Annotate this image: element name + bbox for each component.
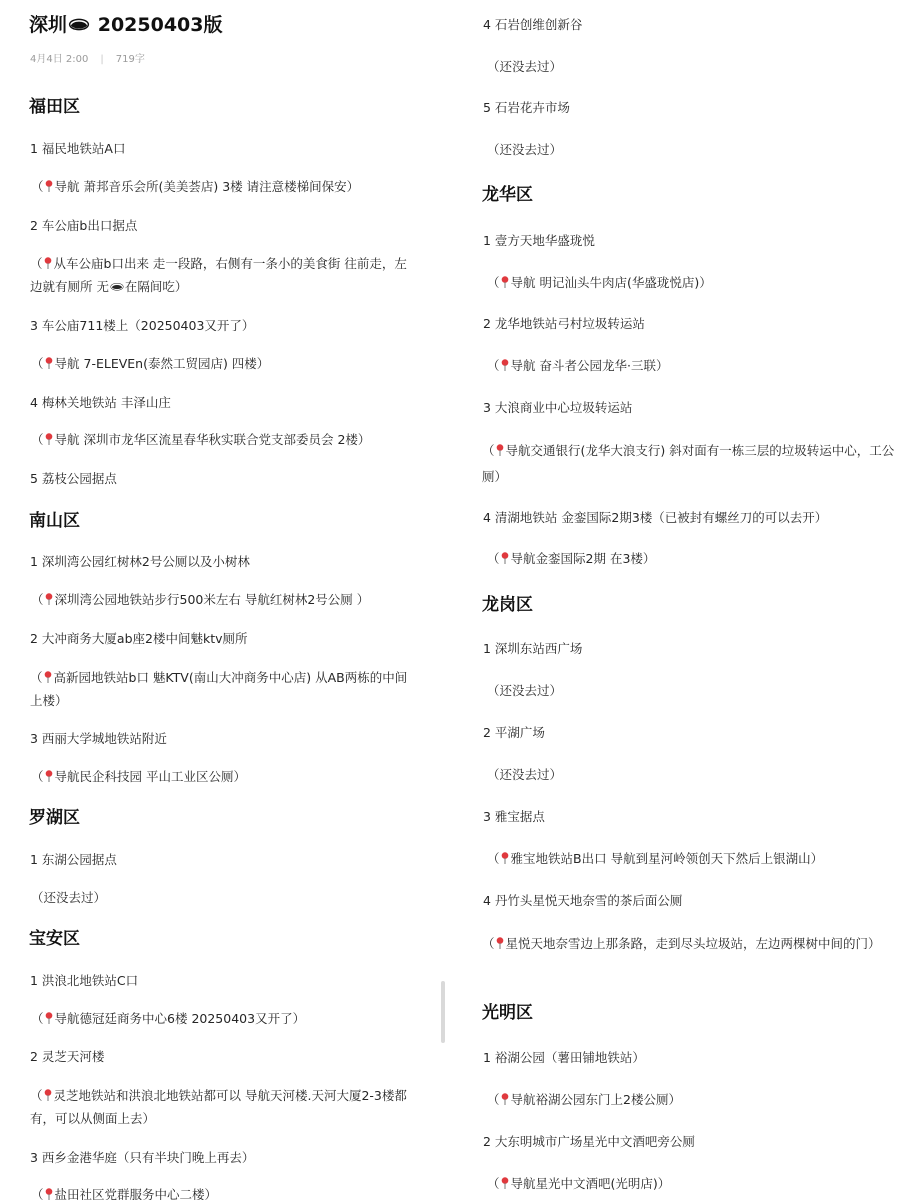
section-heading-futian: 福田区 (29, 97, 80, 117)
list-item: 2 龙华地铁站弓村垃圾转运站 (483, 316, 645, 331)
list-item: 2 车公庙b出口据点 (30, 218, 138, 233)
list-item-note: （ 星悦天地奈雪边上那条路，走到尽头垃圾站，左边两棵树中间的门） (482, 936, 881, 951)
pin-icon (45, 1012, 53, 1024)
list-item: 3 车公庙711楼上（20250403又开了） (30, 318, 255, 333)
meta-line (30, 53, 145, 67)
list-item-note: （ 导航 深圳市龙华区流星春华秋实联合党支部委员会 2楼） (31, 432, 371, 447)
pin-icon (45, 357, 53, 369)
list-item: 3 雅宝据点 (483, 809, 545, 824)
pin-icon (501, 276, 509, 288)
pin-icon (501, 552, 509, 564)
list-item: 4 清湖地铁站 金銮国际2期3楼（已被封有螺丝刀的可以去开） (483, 510, 828, 525)
section-heading-longgang: 龙岗区 (482, 595, 533, 615)
pin-icon (501, 359, 509, 371)
list-item: 3 西乡金港华庭（只有半块门晚上再去） (30, 1150, 255, 1165)
list-item-note: （ 导航民企科技园 平山工业区公厕） (31, 769, 246, 784)
list-item-note: （ 灵芝地铁站和洪浪北地铁站都可以 导航天河楼.天河大厦2-3楼都有，可以从侧面上去） (30, 1088, 407, 1126)
pin-icon (45, 1188, 53, 1200)
pin-icon (501, 852, 509, 864)
meta-separator: | (100, 54, 104, 65)
list-item-note: （还没去过） (487, 142, 563, 157)
list-item-note: （还没去过） (31, 890, 107, 905)
list-item-note: （ 导航金銮国际2期 在3楼） (487, 551, 656, 566)
list-item: 5 石岩花卉市场 (483, 100, 570, 115)
section-heading-nanshan: 南山区 (29, 511, 80, 531)
list-item-note: （ 高新园地铁站b口 魅KTV(南山大冲商务中心店) 从AB两栋的中间上楼） (30, 670, 408, 708)
list-item: 4 石岩创维创新谷 (483, 17, 583, 32)
list-item-note: （ 导航 7-ELEVEn(泰然工贸园店) 四楼） (31, 356, 270, 371)
list-item: 3 大浪商业中心垃圾转运站 (483, 400, 633, 415)
right-column (451, 0, 900, 1200)
list-item: 2 平湖广场 (483, 725, 545, 740)
list-item: 1 深圳东站西广场 (483, 641, 583, 656)
section-heading-baoan: 宝安区 (29, 929, 80, 949)
list-item: 1 裕湖公园（薯田铺地铁站） (483, 1050, 645, 1065)
list-item: 5 荔枝公园据点 (30, 471, 117, 486)
page-title: 深圳🕳 20250403版 (29, 14, 223, 36)
list-item-note: （还没去过） (487, 59, 563, 74)
list-item: 1 深圳湾公园红树林2号公厕以及小树林 (30, 554, 250, 569)
list-item-note: （ 导航 奋斗者公园龙华·三联） (487, 358, 669, 373)
pin-icon (44, 671, 52, 683)
list-item: 1 东湖公园据点 (30, 852, 117, 867)
list-item: 3 西丽大学城地铁站附近 (30, 731, 167, 746)
pin-icon (44, 1089, 52, 1101)
pin-icon (496, 444, 504, 456)
list-item-note: （ 深圳湾公园地铁站步行500米左右 导航红树林2号公厕 ） (31, 592, 370, 607)
list-item-note: （ 导航德冠廷商务中心6楼 20250403又开了） (31, 1011, 306, 1026)
pin-icon (45, 593, 53, 605)
list-item-note: （ 导航裕湖公园东门上2楼公厕） (487, 1092, 681, 1107)
section-heading-longhua: 龙华区 (482, 185, 533, 205)
list-item-note: （还没去过） (487, 767, 563, 782)
pin-icon (45, 180, 53, 192)
list-item: 1 壹方天地华盛珑悦 (483, 233, 595, 248)
pin-icon (501, 1093, 509, 1105)
list-item-note: （ 雅宝地铁站B出口 导航到星河岭领创天下然后上银湖山） (487, 851, 824, 866)
list-item: 2 大冲商务大厦ab座2楼中间魅ktv厕所 (30, 631, 248, 646)
list-item: 1 福民地铁站A口 (30, 141, 126, 156)
word-count: 719字 (115, 54, 145, 65)
list-item: 4 丹竹头星悦天地奈雪的茶后面公厕 (483, 893, 683, 908)
list-item-note: （ 导航 明记汕头牛肉店(华盛珑悦店)） (487, 275, 712, 290)
list-item-note: （还没去过） (487, 683, 563, 698)
list-item-note: （ 从车公庙b口出来 走一段路，右侧有一条小的美食街 往前走，左边就有厕所 无🕳在隔间吃） (30, 256, 407, 294)
pin-icon (45, 770, 53, 782)
list-item-note: （ 导航 萧邦音乐会所(美美荟店) 3楼 请注意楼梯间保安） (31, 179, 360, 194)
list-item: 4 梅林关地铁站 丰泽山庄 (30, 395, 171, 410)
list-item-note: （ 导航交通银行(龙华大浪支行) 斜对面有一栋三层的垃圾转运中心，工公厕） (482, 443, 895, 484)
section-heading-luohu: 罗湖区 (29, 808, 80, 828)
left-column (0, 0, 441, 1200)
section-heading-guangming: 光明区 (482, 1003, 533, 1023)
list-item: 1 洪浪北地铁站C口 (30, 973, 139, 988)
list-item: 2 灵芝天河楼 (30, 1049, 105, 1064)
pin-icon (496, 937, 504, 949)
pin-icon (44, 257, 52, 269)
list-item-note: （ 盐田社区党群服务中心二楼） (31, 1187, 218, 1200)
list-item-note: （ 导航星光中文酒吧(光明店)） (487, 1176, 671, 1191)
list-item: 2 大东明城市广场星光中文酒吧旁公厕 (483, 1134, 695, 1149)
pin-icon (45, 433, 53, 445)
scrollbar-thumb[interactable] (441, 981, 445, 1043)
pin-icon (501, 1177, 509, 1189)
date-label: 4月4日 2:00 (30, 54, 89, 65)
